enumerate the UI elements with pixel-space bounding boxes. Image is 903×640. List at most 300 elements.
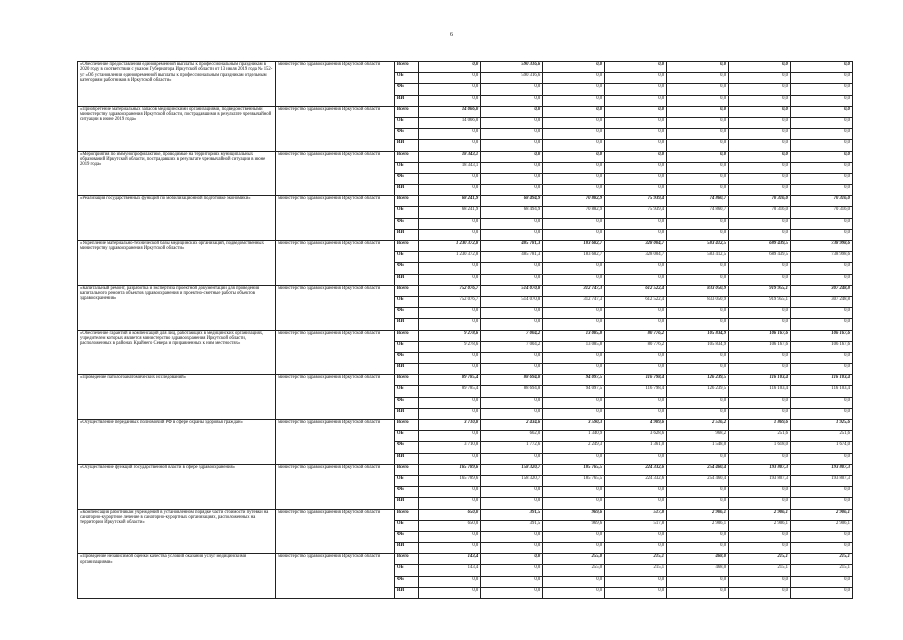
amount-cell: 307 248,8 (790, 296, 852, 307)
amount-cell: 0,0 (667, 84, 729, 95)
amount-cell: 0,0 (667, 319, 729, 330)
funding-source-label: ФБ (394, 352, 418, 363)
amount-cell: 0,0 (790, 162, 852, 173)
amount-cell: 0,0 (729, 587, 791, 598)
amount-cell: 2 906,1 (667, 509, 729, 520)
amount-cell: 106 167,6 (729, 330, 791, 341)
amount-cell: 158 320,7 (481, 464, 543, 475)
funding-source-label: ИИ (394, 95, 418, 106)
amount-cell: 0,0 (543, 62, 605, 73)
amount-cell: 0,0 (605, 576, 667, 587)
amount-cell: 0,0 (605, 84, 667, 95)
amount-cell: 0,0 (419, 263, 481, 274)
amount-cell: 0,0 (729, 263, 791, 274)
measure-name: «Капитальный ремонт, разработка и экспертиза проектной документации для проведения капитального ремонта объектов здравоохранения и проектно-сметные работы объектов здравоохранения» (78, 285, 276, 330)
amount-cell: 0,0 (481, 364, 543, 375)
amount-cell: 1 925,6 (790, 420, 852, 431)
amount-cell: 0,0 (667, 129, 729, 140)
amount-cell: 0,0 (543, 173, 605, 184)
amount-cell: 0,0 (790, 84, 852, 95)
amount-cell: 0,0 (419, 229, 481, 240)
amount-cell: 689 439,5 (729, 241, 791, 252)
amount-cell: 18 343,1 (419, 162, 481, 173)
amount-cell: 0,0 (667, 308, 729, 319)
amount-cell: 165 789,6 (419, 475, 481, 486)
amount-cell: 0,0 (729, 576, 791, 587)
amount-cell: 0,0 (667, 140, 729, 151)
amount-cell: 0,0 (790, 308, 852, 319)
amount-cell: 70 882,9 (543, 207, 605, 218)
amount-cell: 0,0 (481, 319, 543, 330)
amount-cell: 0,0 (605, 543, 667, 554)
amount-cell: 0,0 (729, 229, 791, 240)
measure-name: «Компенсация работникам учреждений в установленном порядке части стоимости путевки на санаторно-курортное лечение в санаторно-курортных организациях, расположенных на территории Иркутской области» (78, 509, 276, 554)
amount-cell: 0,0 (481, 162, 543, 173)
amount-cell: 312 747,3 (543, 285, 605, 296)
amount-cell: 0,0 (667, 162, 729, 173)
funding-source-label: Всего (394, 62, 418, 73)
amount-cell: 215,1 (605, 565, 667, 576)
amount-cell: 116 798,4 (605, 375, 667, 386)
amount-cell: 0,0 (667, 229, 729, 240)
amount-cell: 0,0 (543, 185, 605, 196)
funding-source-label: Всего (394, 106, 418, 117)
amount-cell: 0,0 (729, 308, 791, 319)
amount-cell: 18 343,1 (419, 151, 481, 162)
amount-cell: 0,0 (481, 106, 543, 117)
amount-cell: 0,0 (729, 352, 791, 363)
amount-cell: 9 278,6 (419, 341, 481, 352)
funding-source-label: ФБ (394, 487, 418, 498)
table-row (78, 241, 853, 252)
amount-cell: 517,8 (605, 509, 667, 520)
amount-cell: 0,0 (419, 397, 481, 408)
amount-cell: 143,4 (419, 554, 481, 565)
amount-cell: 0,0 (729, 397, 791, 408)
funding-source-label: ИИ (394, 498, 418, 509)
amount-cell: 0,0 (605, 274, 667, 285)
measure-name: «Обеспечение гарантий и компенсаций для лиц, работающих в медицинских организациях, учредителем которых является министерство здравоохранения Иркутской области, расположенных в районах Крайнего Севера и приравненных к ним местностях» (78, 330, 276, 375)
funding-source-label: ОБ (394, 117, 418, 128)
funding-source-label: ОБ (394, 296, 418, 307)
table-row (78, 420, 853, 431)
amount-cell: 662,0 (481, 431, 543, 442)
amount-cell: 0,0 (729, 364, 791, 375)
amount-cell: 68 241,9 (419, 207, 481, 218)
funding-source-label: ОБ (394, 73, 418, 84)
amount-cell: 0,0 (481, 576, 543, 587)
amount-cell: 0,0 (729, 73, 791, 84)
amount-cell: 255,0 (543, 565, 605, 576)
amount-cell: 0,0 (605, 498, 667, 509)
amount-cell: 158 320,7 (481, 475, 543, 486)
funding-source-label: ИИ (394, 453, 418, 464)
amount-cell: 0,0 (543, 84, 605, 95)
amount-cell: 0,0 (481, 531, 543, 542)
amount-cell: 0,0 (481, 263, 543, 274)
amount-cell: 590 316,6 (481, 73, 543, 84)
amount-cell: 0,0 (419, 140, 481, 151)
amount-cell: 74 860,7 (667, 196, 729, 207)
amount-cell: 0,0 (543, 151, 605, 162)
amount-cell: 0,0 (481, 554, 543, 565)
funding-source-label: Всего (394, 241, 418, 252)
amount-cell: 0,0 (543, 408, 605, 419)
amount-cell: 0,0 (790, 453, 852, 464)
executor: министерство здравоохранения Иркутской области (276, 62, 395, 107)
funding-source-label: ФБ (394, 129, 418, 140)
amount-cell: 0,0 (729, 140, 791, 151)
amount-cell: 514 070,8 (481, 285, 543, 296)
amount-cell: 0,0 (790, 117, 852, 128)
amount-cell: 0,0 (790, 229, 852, 240)
funding-source-label: ИИ (394, 140, 418, 151)
funding-source-label: ФБ (394, 263, 418, 274)
amount-cell: 0,0 (790, 352, 852, 363)
amount-cell: 0,0 (419, 84, 481, 95)
amount-cell: 738 998,6 (790, 252, 852, 263)
amount-cell: 1 340,9 (543, 431, 605, 442)
amount-cell: 0,0 (481, 140, 543, 151)
amount-cell: 0,0 (543, 106, 605, 117)
amount-cell: 969,6 (543, 509, 605, 520)
amount-cell: 0,0 (667, 185, 729, 196)
amount-cell: 0,0 (667, 364, 729, 375)
funding-source-label: Всего (394, 509, 418, 520)
executor: министерство здравоохранения Иркутской области (276, 241, 395, 286)
amount-cell: 0,0 (605, 587, 667, 598)
amount-cell: 0,0 (543, 140, 605, 151)
amount-cell: 224 332,6 (605, 475, 667, 486)
amount-cell: 0,0 (605, 229, 667, 240)
amount-cell: 650,0 (419, 520, 481, 531)
amount-cell: 0,0 (481, 95, 543, 106)
amount-cell: 0,0 (790, 498, 852, 509)
amount-cell: 0,0 (481, 397, 543, 408)
amount-cell: 0,0 (790, 397, 852, 408)
amount-cell: 0,0 (481, 587, 543, 598)
amount-cell: 116 103,4 (790, 386, 852, 397)
amount-cell: 4 989,6 (605, 420, 667, 431)
table-row (78, 330, 853, 341)
amount-cell: 193 807,3 (729, 475, 791, 486)
amount-cell: 0,0 (667, 117, 729, 128)
amount-cell: 0,0 (543, 162, 605, 173)
amount-cell: 0,0 (543, 498, 605, 509)
amount-cell: 0,0 (543, 352, 605, 363)
amount-cell: 1 230 372,8 (419, 252, 481, 263)
amount-cell: 224 332,6 (605, 464, 667, 475)
funding-source-label: ФБ (394, 531, 418, 542)
funding-source-label: ФБ (394, 397, 418, 408)
amount-cell: 2 516,2 (667, 420, 729, 431)
measure-name: «Проведение патологоанатомических исследований» (78, 375, 276, 420)
amount-cell: 0,0 (790, 129, 852, 140)
funding-source-label: ФБ (394, 576, 418, 587)
amount-cell: 0,0 (481, 308, 543, 319)
amount-cell: 68 241,9 (419, 196, 481, 207)
amount-cell: 0,0 (667, 173, 729, 184)
amount-cell: 0,0 (543, 95, 605, 106)
amount-cell: 9 278,6 (419, 330, 481, 341)
amount-cell: 74 860,7 (667, 207, 729, 218)
amount-cell: 612 522,4 (605, 285, 667, 296)
funding-source-label: Всего (394, 464, 418, 475)
amount-cell: 0,0 (605, 106, 667, 117)
amount-cell: 0,0 (667, 487, 729, 498)
amount-cell: 0,0 (481, 229, 543, 240)
amount-cell: 0,0 (605, 364, 667, 375)
amount-cell: 0,0 (543, 364, 605, 375)
amount-cell: 0,0 (481, 218, 543, 229)
amount-cell: 254 460,4 (667, 464, 729, 475)
amount-cell: 0,0 (419, 95, 481, 106)
amount-cell: 106 167,6 (790, 330, 852, 341)
funding-source-label: ФБ (394, 308, 418, 319)
executor: министерство здравоохранения Иркутской области (276, 106, 395, 151)
amount-cell: 2 906,1 (729, 520, 791, 531)
amount-cell: 0,0 (667, 408, 729, 419)
amount-cell: 0,0 (543, 218, 605, 229)
amount-cell: 0,0 (543, 397, 605, 408)
amount-cell: 919 955,1 (729, 296, 791, 307)
amount-cell: 0,0 (481, 274, 543, 285)
amount-cell: 0,0 (729, 151, 791, 162)
amount-cell: 165 789,6 (419, 464, 481, 475)
amount-cell: 251,6 (729, 431, 791, 442)
amount-cell: 70 316,0 (790, 207, 852, 218)
executor: министерство здравоохранения Иркутской области (276, 464, 395, 509)
amount-cell: 0,0 (790, 319, 852, 330)
amount-cell: 185 765,5 (543, 464, 605, 475)
measure-name: «Укрепление материально-технической базы медицинских организаций, подведомственных министерству здравоохранения Иркутской области» (78, 241, 276, 286)
amount-cell: 88 694,8 (481, 386, 543, 397)
table-row (78, 464, 853, 475)
table-row (78, 375, 853, 386)
amount-cell: 485 781,3 (481, 252, 543, 263)
amount-cell: 215,1 (605, 554, 667, 565)
amount-cell: 0,0 (790, 531, 852, 542)
amount-cell: 0,0 (667, 397, 729, 408)
amount-cell: 468,0 (667, 565, 729, 576)
amount-cell: 0,0 (605, 308, 667, 319)
amount-cell: 1 548,0 (667, 442, 729, 453)
amount-cell: 0,0 (419, 319, 481, 330)
funding-source-label: ОБ (394, 475, 418, 486)
amount-cell: 0,0 (790, 73, 852, 84)
amount-cell: 0,0 (605, 319, 667, 330)
amount-cell: 215,1 (729, 554, 791, 565)
amount-cell: 968,2 (667, 431, 729, 442)
funding-source-label: Всего (394, 420, 418, 431)
table-row (78, 62, 853, 73)
amount-cell: 0,0 (667, 352, 729, 363)
amount-cell: 0,0 (667, 543, 729, 554)
amount-cell: 752 076,7 (419, 285, 481, 296)
amount-cell: 0,0 (481, 487, 543, 498)
amount-cell: 328 004,7 (605, 241, 667, 252)
amount-cell: 0,0 (605, 140, 667, 151)
funding-source-label: Всего (394, 375, 418, 386)
amount-cell: 0,0 (419, 129, 481, 140)
amount-cell: 0,0 (667, 106, 729, 117)
amount-cell: 0,0 (790, 62, 852, 73)
amount-cell: 70 316,0 (729, 207, 791, 218)
amount-cell: 116 798,4 (605, 386, 667, 397)
amount-cell: 0,0 (543, 453, 605, 464)
amount-cell: 3 710,8 (419, 420, 481, 431)
executor: министерство здравоохранения Иркутской области (276, 420, 395, 465)
amount-cell: 0,0 (419, 173, 481, 184)
funding-source-label: ФБ (394, 173, 418, 184)
amount-cell: 2 906,1 (790, 509, 852, 520)
amount-cell: 251,6 (790, 431, 852, 442)
amount-cell: 312 747,3 (543, 296, 605, 307)
amount-cell: 70 316,0 (790, 196, 852, 207)
amount-cell: 105 834,9 (667, 341, 729, 352)
amount-cell: 0,0 (481, 129, 543, 140)
amount-cell: 0,0 (605, 531, 667, 542)
funding-source-label: ОБ (394, 386, 418, 397)
amount-cell: 0,0 (729, 106, 791, 117)
amount-cell: 1 772,6 (481, 442, 543, 453)
measure-name: «Мероприятия по иммунопрофилактике, проводимые на территориях муниципальных образований Иркутской области, пострадавших в результате чрезвычайной ситуации в июне 2019 года» (78, 151, 276, 196)
amount-cell: 1 361,0 (605, 442, 667, 453)
measure-name: «Осуществление функций государственной власти в сфере здравоохранения» (78, 464, 276, 509)
amount-cell: 0,0 (667, 498, 729, 509)
amount-cell: 2 434,6 (481, 420, 543, 431)
amount-cell: 0,0 (419, 498, 481, 509)
amount-cell: 583 412,5 (667, 241, 729, 252)
amount-cell: 0,0 (667, 587, 729, 598)
amount-cell: 0,0 (667, 263, 729, 274)
amount-cell: 0,0 (419, 62, 481, 73)
amount-cell: 1 674,0 (790, 442, 852, 453)
measure-name: «Осуществление переданных полномочий РФ в сфере охраны здоровья граждан» (78, 420, 276, 465)
amount-cell: 94 097,5 (543, 375, 605, 386)
funding-source-label: ОБ (394, 252, 418, 263)
funding-source-label: ИИ (394, 408, 418, 419)
funding-source-label: Всего (394, 196, 418, 207)
amount-cell: 0,0 (419, 408, 481, 419)
amount-cell: 126 239,5 (667, 386, 729, 397)
amount-cell: 0,0 (790, 364, 852, 375)
amount-cell: 80 776,2 (605, 341, 667, 352)
amount-cell: 0,0 (790, 140, 852, 151)
amount-cell: 0,0 (729, 453, 791, 464)
funding-source-label: Всего (394, 554, 418, 565)
amount-cell: 0,0 (790, 218, 852, 229)
amount-cell: 517,8 (605, 520, 667, 531)
amount-cell: 0,0 (790, 543, 852, 554)
amount-cell: 0,0 (729, 498, 791, 509)
table-row (78, 106, 853, 117)
amount-cell: 0,0 (790, 274, 852, 285)
funding-source-label: Всего (394, 330, 418, 341)
amount-cell: 2 906,1 (729, 509, 791, 520)
amount-cell: 13 085,8 (543, 330, 605, 341)
amount-cell: 89 785,4 (419, 386, 481, 397)
amount-cell: 183 682,7 (543, 252, 605, 263)
amount-cell: 0,0 (543, 73, 605, 84)
amount-cell: 0,0 (419, 543, 481, 554)
amount-cell: 193 807,3 (790, 475, 852, 486)
amount-cell: 3 628,6 (605, 431, 667, 442)
amount-cell: 307 248,8 (790, 285, 852, 296)
funding-source-label: ИИ (394, 274, 418, 285)
measure-name: «Обеспечение предоставления единовременной выплаты к профессиональным праздникам в 2020 году в соответствии с указом Губернатора Иркутской области от 13 июля 2019 года № 152-уг «Об установлении единовременной выплаты к профессиональным праздникам отдельным категориям работников в Иркутской области» (78, 62, 276, 107)
table-row (78, 509, 853, 520)
amount-cell: 0,0 (729, 531, 791, 542)
amount-cell: 0,0 (419, 431, 481, 442)
funding-source-label: Всего (394, 285, 418, 296)
funding-source-label: ОБ (394, 565, 418, 576)
amount-cell: 0,0 (543, 319, 605, 330)
amount-cell: 0,0 (729, 162, 791, 173)
amount-cell: 0,0 (790, 587, 852, 598)
amount-cell: 0,0 (543, 576, 605, 587)
amount-cell: 255,0 (543, 554, 605, 565)
amount-cell: 391,5 (481, 520, 543, 531)
amount-cell: 0,0 (667, 576, 729, 587)
amount-cell: 0,0 (729, 319, 791, 330)
amount-cell: 328 004,7 (605, 252, 667, 263)
amount-cell: 0,0 (605, 129, 667, 140)
amount-cell: 0,0 (481, 185, 543, 196)
amount-cell: 68 494,9 (481, 207, 543, 218)
amount-cell: 0,0 (543, 543, 605, 554)
amount-cell: 7 004,2 (481, 330, 543, 341)
amount-cell: 14 066,0 (419, 106, 481, 117)
amount-cell: 0,0 (729, 129, 791, 140)
executor: министерство здравоохранения Иркутской области (276, 330, 395, 375)
funding-source-label: ОБ (394, 520, 418, 531)
amount-cell: 833 050,9 (667, 296, 729, 307)
measure-name: «Реализация государственных функций по мобилизационной подготовке экономики» (78, 196, 276, 241)
amount-cell: 0,0 (729, 543, 791, 554)
amount-cell: 0,0 (729, 185, 791, 196)
amount-cell: 583 412,5 (667, 252, 729, 263)
amount-cell: 0,0 (543, 587, 605, 598)
funding-source-label: ИИ (394, 364, 418, 375)
amount-cell: 105 834,9 (667, 330, 729, 341)
amount-cell: 0,0 (543, 229, 605, 240)
amount-cell: 0,0 (667, 274, 729, 285)
amount-cell: 0,0 (481, 84, 543, 95)
amount-cell: 0,0 (605, 397, 667, 408)
amount-cell: 0,0 (667, 151, 729, 162)
executor: министерство здравоохранения Иркутской области (276, 151, 395, 196)
amount-cell: 0,0 (605, 73, 667, 84)
table-row (78, 285, 853, 296)
amount-cell: 116 103,4 (729, 375, 791, 386)
amount-cell: 919 955,1 (729, 285, 791, 296)
funding-source-label: ОБ (394, 431, 418, 442)
amount-cell: 7 004,2 (481, 341, 543, 352)
amount-cell: 185 765,5 (543, 475, 605, 486)
amount-cell: 0,0 (543, 487, 605, 498)
page-number: 6 (450, 32, 453, 38)
amount-cell: 193 807,3 (790, 464, 852, 475)
executor: министерство здравоохранения Иркутской области (276, 375, 395, 420)
amount-cell: 215,1 (790, 565, 852, 576)
executor: министерство здравоохранения Иркутской области (276, 196, 395, 241)
amount-cell: 3 710,8 (419, 442, 481, 453)
amount-cell: 0,0 (790, 185, 852, 196)
amount-cell: 0,0 (729, 62, 791, 73)
amount-cell: 3 590,3 (543, 420, 605, 431)
amount-cell: 1 618,0 (729, 442, 791, 453)
